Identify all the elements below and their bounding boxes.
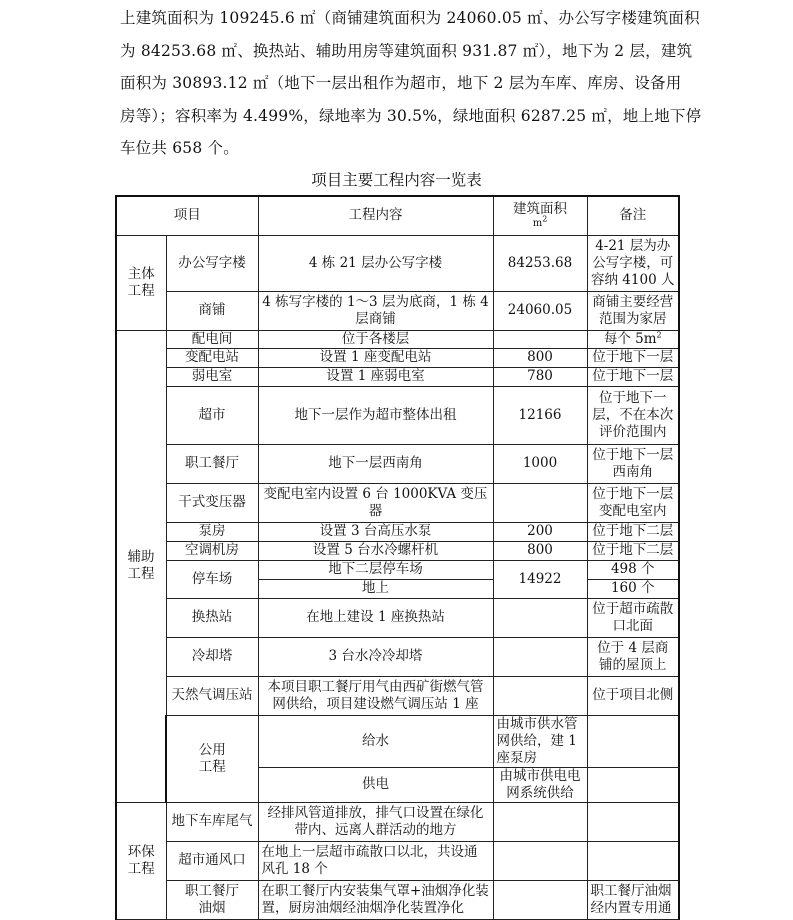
row-area: 1000 [493,444,587,483]
row-area [493,483,587,522]
row-note: 位于超市疏散口北面 [587,598,679,637]
row-name: 弱电室 [166,367,258,386]
row-note: 位于地下二层 [587,522,679,541]
group-env: 环保工程 [116,802,166,919]
row-area: 780 [493,367,587,386]
row-note [587,802,679,841]
header-note: 备注 [587,196,679,235]
row-name: 办公写字楼 [166,235,258,291]
row-content: 位于各楼层 [258,330,493,348]
table-row [116,880,679,919]
row-area: 800 [493,348,587,367]
row-content: 设置 3 台高压水泵 [258,522,493,541]
header-content: 工程内容 [258,196,493,235]
table-row [116,348,679,367]
row-name: 供电 [258,767,493,802]
header-area-unit: $m^2$ [532,214,548,230]
table-row [116,522,679,541]
table-row [116,637,679,676]
row-note: 位于地下一层 [587,367,679,386]
row-note: 位于地下二层 [587,541,679,560]
row-name: 变配电站 [166,348,258,367]
table-row [116,330,679,348]
header-area-label: 建筑面积 [513,201,567,218]
row-content: 在地上一层超市疏散口以北，共设通风孔 18 个 [258,841,493,880]
row-content: 4 栋写字楼的 1～3 层为底商，1 栋 4 层商铺 [258,291,493,330]
body-paragraph [120,2,702,165]
row-area: 14922 [493,560,587,598]
row-note: 每个 $5m^2$ [587,330,679,348]
row-note: 商铺主要经营范围为家居 [587,291,679,330]
row-note: 160 个 [587,579,679,598]
header-area [493,196,587,235]
row-content: 地上 [258,579,493,598]
row-note: 位于地下一层，不在本次评价范围内 [587,386,679,444]
paragraph-line: 房等）；容积率为 4.499%，绿地率为 30.5%，绿地面积 6287.25 ㎡，地上地下停 [120,106,702,125]
row-name: 天然气调压站 [166,676,258,715]
row-name: 冷却塔 [166,637,258,676]
row-content: 由城市供电电网系统供给 [493,767,587,802]
row-note [587,841,679,880]
group-aux: 辅助工程 [116,330,166,802]
row-name: 职工餐厅油烟 [166,880,258,919]
row-note: 位于地下一层 [587,348,679,367]
table-row [116,598,679,637]
row-name: 泵房 [166,522,258,541]
row-name: 超市通风口 [166,841,258,880]
row-content: 由城市供水管网供给，建 1 座泵房 [493,715,587,767]
group-main: 主体工程 [116,235,166,330]
row-content: 经排风管道排放，排气口设置在绿化带内、远离人群活动的地方 [258,802,493,841]
row-note: 位于 4 层商铺的屋顶上 [587,637,679,676]
table-row [116,444,679,483]
row-name: 给水 [258,715,493,767]
row-note: 位于项目北侧 [587,676,679,715]
row-area [493,841,587,880]
table-row [116,715,679,767]
row-area [493,676,587,715]
paragraph-line: 为 84253.68 ㎡、换热站、辅助用房等建筑面积 931.87 ㎡），地下为 2 层，建筑 [120,41,693,60]
row-content: 在地上建设 1 座换热站 [258,598,493,637]
row-content: 在职工餐厅内安装集气罩+油烟净化装置，厨房油烟经油烟净化装置净化 [258,880,493,919]
row-note: 498 个 [587,560,679,579]
row-area [493,637,587,676]
row-content: 4 栋 21 层办公写字楼 [258,235,493,291]
row-name: 配电间 [166,330,258,348]
row-note: 位于地下一层西南角 [587,444,679,483]
paragraph-line: 面积为 30893.12 ㎡（地下一层出租作为超市，地下 2 层为车库、库房、设备用 [120,74,682,93]
table-row [116,291,679,330]
row-name: 停车场 [166,560,258,598]
row-content: 变配电室内设置 6 台 1000KVA 变压器 [258,483,493,522]
row-area [493,598,587,637]
row-area [587,767,679,802]
row-name: 职工餐厅 [166,444,258,483]
table-caption: 项目主要工程内容一览表 [311,171,482,189]
row-area [587,715,679,767]
group-public: 公用工程 [166,715,258,802]
table-row [116,841,679,880]
row-name: 超市 [166,386,258,444]
row-note: 职工餐厅油烟经内置专用通 [587,880,679,919]
table-row [116,802,679,841]
paragraph-line: 上建筑面积为 109245.6 ㎡（商铺建筑面积为 24060.05 ㎡、办公写字楼建筑面积 [120,9,700,27]
row-content: 设置 5 台水冷螺杆机 [258,541,493,560]
row-area: 12166 [493,386,587,444]
row-area: 800 [493,541,587,560]
row-content: 地下一层作为超市整体出租 [258,386,493,444]
table-row [116,483,679,522]
row-name: 换热站 [166,598,258,637]
row-content: 地下二层停车场 [258,560,493,579]
header-item: 项目 [116,196,258,235]
row-area [493,802,587,841]
project-table [115,195,680,920]
row-content: 设置 1 座弱电室 [258,367,493,386]
table-row [116,676,679,715]
row-note: 位于地下一层变配电室内 [587,483,679,522]
row-content: 3 台水冷冷却塔 [258,637,493,676]
row-name: 空调机房 [166,541,258,560]
row-name: 商铺 [166,291,258,330]
row-note: 4-21 层为办公写字楼，可容纳 4100 人 [587,235,679,291]
table-row [116,560,679,579]
table-row [116,386,679,444]
row-area [493,880,587,919]
row-name: 干式变压器 [166,483,258,522]
row-content: 设置 1 座变配电站 [258,348,493,367]
row-content: 本项目职工餐厅用气由西矿街燃气管网供给，项目建设燃气调压站 1 座 [258,676,493,715]
row-area: 84253.68 [493,235,587,291]
row-name: 地下车库尾气 [166,802,258,841]
row-content: 地下一层西南角 [258,444,493,483]
row-area: 200 [493,522,587,541]
table-row [116,541,679,560]
paragraph-line: 车位共 658 个。 [120,139,239,158]
table-row [116,235,679,291]
row-area [493,330,587,348]
row-area: 24060.05 [493,291,587,330]
table-row [116,367,679,386]
table-header-row [116,196,679,235]
